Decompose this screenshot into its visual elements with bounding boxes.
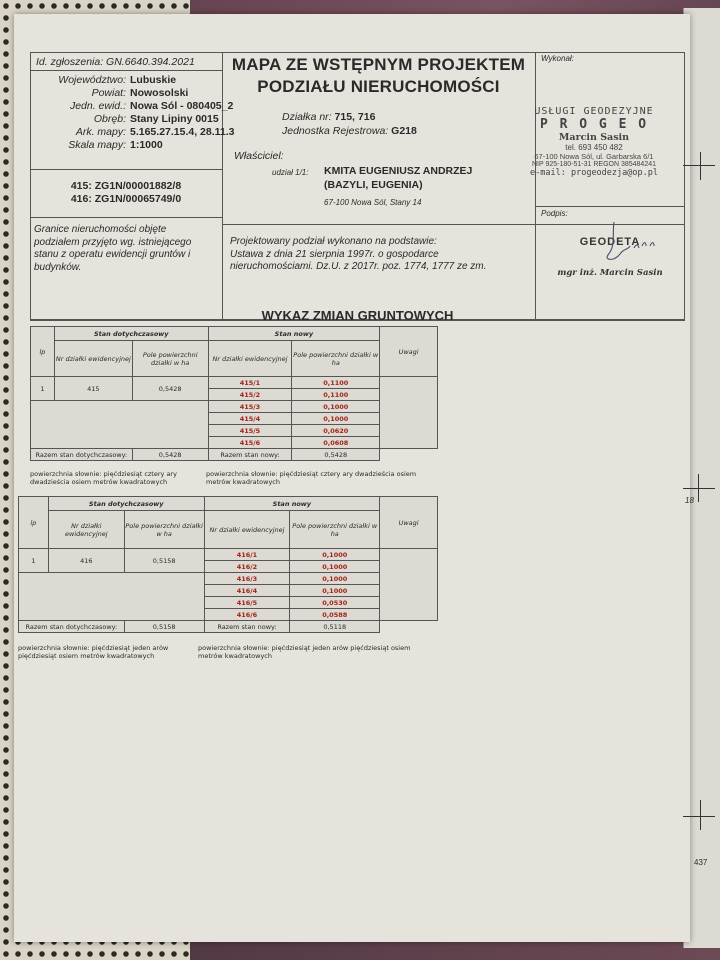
geodeta-name: mgr inż. Marcin Sasin: [557, 268, 663, 278]
crosshair-mark: [700, 800, 701, 830]
crosshair-mark: [700, 152, 701, 180]
slownie-new-415: powierzchnia słownie: pięćdziesiąt cztery ary dwadzieścia osiem metrów kwadratowych: [206, 470, 417, 486]
basis-text: Projektowany podział wykonano na podstawie: Ustawa z dnia 21 sierpnia 1997r. o gospodarce nieruchomościami. Dz.U. z 2017r. poz. 1774, 1777 ze zm.: [230, 236, 487, 272]
margin-number-437: 437: [694, 858, 708, 867]
table-row: 416/3 0,1000: [19, 573, 438, 585]
signature-icon: [594, 220, 674, 270]
document-title: MAPA ZE WSTĘPNYM PROJEKTEM PODZIAŁU NIERUCHOMOŚCI: [231, 55, 526, 96]
crosshair-mark: [698, 474, 699, 502]
table-row: 415/6 0,0608: [31, 437, 438, 449]
owner-name: KMITA EUGENIUSZ ANDRZEJ (BAZYLI, EUGENIA): [324, 165, 473, 191]
slownie-new-416: powierzchnia słownie: pięćdziesiąt jeden arów pięćdziesiąt osiem metrów kwadratowych: [198, 644, 411, 660]
dzialka-info: Działka nr: 715, 716 Jednostka Rejestrowa: G218: [282, 111, 417, 137]
wykaz-title: WYKAZ ZMIAN GRUNTOWYCH: [261, 308, 454, 323]
location-fields: Województwo: Lubuskie Powiat: Nowosolski Jedn. ewid.: Nowa Sól - 080405_2 Obręb: Stany Lipiny 0015 Ark. mapy: 5.165.27.15.4, 28.11.3 Skala mapy: 1:1000: [58, 74, 235, 151]
company-stamp: USŁUGI GEODEZYJNE P R O G E O Marcin Sasin tel. 693 450 482 67-100 Nowa Sól, ul. Garbarska 6/1 NIP 925-180-51-31 REGON 385484241 e-mail: progeodezja@op.pl: [530, 106, 658, 178]
wykaz-table-416: lp Stan dotychczasowy Stan nowy Uwagi Nr działki ewidencyjnej Pole powierzchni działki w ha Nr działki ewidencyjnej Pole powierzchni działki w ha 1 416 0,5158 416/1 0,1000 416/2 0,1000 416/3 0,1000 416/4 0,1000 416/5 0,0530 416/6 0,0588 Razem stan dotychczasowy: 0,5158 Razem stan nowy: 0,5118: [18, 496, 438, 633]
table-row: 416/4 0,1000: [19, 585, 438, 597]
table-row: 416/5 0,0530: [19, 597, 438, 609]
slownie-old-416: powierzchnia słownie: pięćdziesiąt jeden arów pięćdziesiąt osiem metrów kwadratowych: [18, 644, 169, 660]
table-row: 416/6 0,0588: [19, 609, 438, 621]
table-total-row: Razem stan dotychczasowy: 0,5428 Razem stan nowy: 0,5428: [31, 449, 438, 461]
table-row: 1 416 0,5158 416/1 0,1000: [19, 549, 438, 561]
table-row: 415/3 0,1000: [31, 401, 438, 413]
table-row: 415/4 0,1000: [31, 413, 438, 425]
crosshair-mark: [683, 488, 715, 489]
id-zgloszenia: Id. zgłoszenia: GN.6640.394.2021: [36, 56, 195, 68]
udzial-label: udział 1/1:: [272, 168, 309, 177]
granice-note: Granice nieruchomości objęte podziałem przyjęto wg. istniejącego stanu z operatu ewidencji gruntów i budynków.: [34, 224, 192, 273]
wykonal-label: Wykonał:: [541, 54, 574, 63]
table-row: 1 415 0,5428 415/1 0,1100: [31, 377, 438, 389]
table-row: 416/2 0,1000: [19, 561, 438, 573]
crosshair-mark: [683, 816, 715, 817]
wlasciciel-label: Właściciel:: [234, 150, 284, 162]
owner-address: 67-100 Nowa Sól, Stany 14: [324, 198, 422, 207]
table-row: 415/5 0,0620: [31, 425, 438, 437]
geodeta-title: GEODETA: [579, 236, 641, 248]
document-page: [14, 14, 690, 942]
table-row: 415/2 0,1100: [31, 389, 438, 401]
table-total-row: Razem stan dotychczasowy: 0,5158 Razem stan nowy: 0,5118: [19, 621, 438, 633]
podpis-label: Podpis:: [541, 209, 568, 218]
slownie-old-415: powierzchnia słownie: pięćdziesiąt cztery ary dwadzieścia osiem metrów kwadratowych: [30, 470, 177, 486]
kw-numbers: 415: ZG1N/00001882/8 416: ZG1N/00065749/0: [70, 180, 182, 205]
wykaz-table-415: lp Stan dotychczasowy Stan nowy Uwagi Nr działki ewidencyjnej Pole powierzchni działki w ha Nr działki ewidencyjnej Pole powierzchni działki w ha 1 415 0,5428 415/1 0,1100 415/2 0,1100 415/3 0,1000 415/4 0,1000 415/5 0,0620 415/6 0,0608 Razem stan dotychczasowy: 0,5428 Razem stan nowy: 0,5428: [30, 326, 438, 461]
margin-number-18: 18: [685, 496, 694, 505]
crosshair-mark: [683, 165, 715, 166]
